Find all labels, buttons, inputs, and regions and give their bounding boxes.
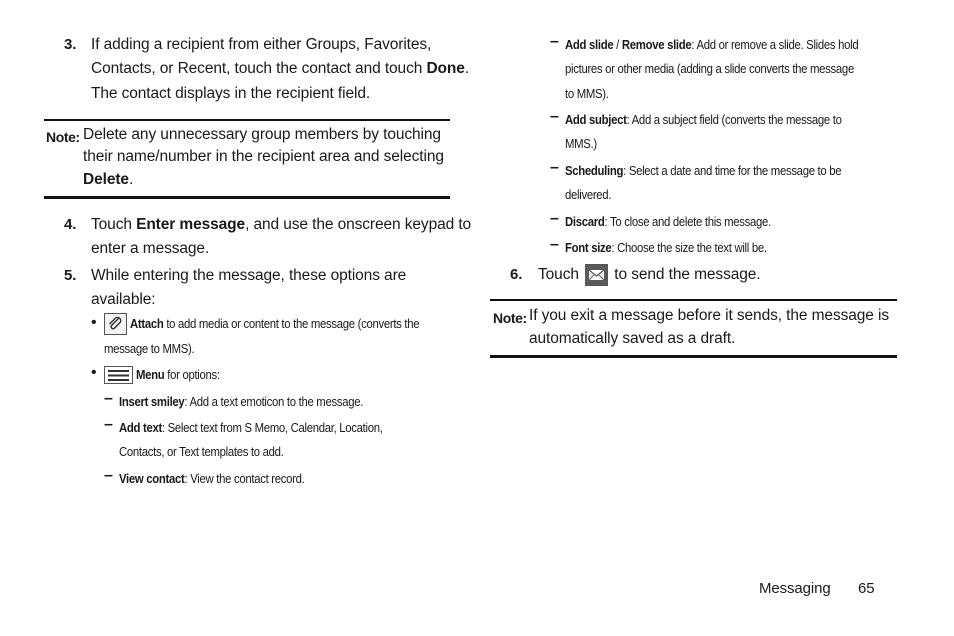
note-1-bottom-rule — [44, 196, 450, 199]
add-text-text: : Select text from S Memo, Calendar, Location, — [161, 420, 383, 435]
step-6-end: to send the message. — [610, 266, 761, 283]
attach-line-2: message to MMS). — [104, 341, 195, 356]
add-slide-label: Add slide — [565, 37, 614, 52]
note-2-line-2: automatically saved as a draft. — [529, 330, 736, 347]
option-dash: – — [550, 236, 559, 253]
option-add-slide-line-3: to MMS). — [565, 86, 609, 101]
option-discard — [565, 210, 771, 235]
attach-bullet: • — [91, 314, 97, 331]
step-6-number: 6. — [510, 266, 523, 283]
insert-smiley-label: Insert smiley — [119, 394, 185, 409]
paperclip-icon — [104, 313, 127, 335]
option-add-text — [119, 416, 383, 441]
attach-label: Attach — [130, 316, 164, 331]
step-5-number: 5. — [64, 267, 77, 284]
add-subject-text: : Add a subject field (converts the message to — [626, 112, 842, 127]
attach-text: to add media or content to the message (converts the — [163, 316, 420, 331]
remove-slide-label: Remove slide — [621, 37, 692, 52]
view-contact-label: View contact — [119, 471, 185, 486]
attach-line-1 — [130, 312, 419, 337]
step-3-line-3: The contact displays in the recipient field. — [91, 85, 371, 102]
done-label: Done — [426, 60, 465, 77]
step-4-line-1 — [91, 213, 471, 238]
enter-message-label: Enter message — [136, 216, 246, 233]
option-scheduling-line-2: delivered. — [565, 187, 612, 202]
option-scheduling — [565, 159, 841, 184]
option-dash: – — [550, 33, 559, 50]
step-4-line-2: enter a message. — [91, 240, 210, 257]
delete-label: Delete — [83, 171, 129, 188]
view-contact-text: : View the contact record. — [184, 471, 305, 486]
option-add-slide — [565, 33, 858, 58]
slide-separator: / — [613, 37, 622, 52]
option-view-contact — [119, 467, 304, 492]
menu-text: for options: — [164, 367, 220, 382]
note-1-label: Note: — [46, 129, 80, 145]
menu-line — [136, 363, 220, 388]
note-2-label: Note: — [493, 310, 527, 326]
add-subject-label: Add subject — [565, 112, 627, 127]
option-add-text-line-2: Contacts, or Text templates to add. — [119, 444, 284, 459]
menu-bullet: • — [91, 364, 97, 381]
discard-text: : To close and delete this message. — [604, 214, 771, 229]
option-add-slide-line-2: pictures or other media (adding a slide converts the message — [565, 61, 854, 76]
step-5-line-2: available: — [91, 291, 156, 308]
insert-smiley-text: : Add a text emoticon to the message. — [184, 394, 364, 409]
note-1-line-2: their name/number in the recipient area and selecting — [83, 148, 444, 165]
option-dash: – — [550, 108, 559, 125]
step-5-line-1: While entering the message, these options are — [91, 267, 407, 284]
option-add-subject-line-2: MMS.) — [565, 136, 597, 151]
option-dash: – — [104, 416, 113, 433]
footer-section-name: Messaging — [759, 580, 831, 597]
option-dash: – — [104, 390, 113, 407]
font-size-text: : Choose the size the text will be. — [611, 240, 767, 255]
scheduling-label: Scheduling — [565, 163, 624, 178]
note-2-bottom-rule — [490, 355, 897, 358]
footer-page-number: 65 — [858, 580, 875, 597]
note-1-line-1: Delete any unnecessary group members by touching — [83, 126, 441, 143]
note-1-line-3 — [83, 169, 133, 191]
scheduling-text: : Select a date and time for the message to be — [623, 163, 842, 178]
step-6-line — [538, 263, 761, 288]
step-3-line-2-end: . — [464, 60, 470, 77]
step-3-line-2-text: Contacts, or Recent, touch the contact and touch — [91, 60, 427, 77]
note-2-line-1: If you exit a message before it sends, the message is — [529, 307, 890, 324]
discard-label: Discard — [565, 214, 605, 229]
note-1-line-3-end: . — [128, 171, 134, 188]
note-2-top-rule — [490, 299, 897, 301]
font-size-label: Font size — [565, 240, 612, 255]
option-dash: – — [104, 467, 113, 484]
option-dash: – — [550, 210, 559, 227]
menu-label: Menu — [136, 367, 165, 382]
step-4-line-1-text: Touch — [91, 216, 137, 233]
option-add-subject — [565, 108, 842, 133]
step-6-text: Touch — [538, 266, 584, 283]
step-3-line-2 — [91, 57, 469, 82]
step-4-line-1-end: , and use the onscreen keypad to — [245, 216, 472, 233]
option-font-size — [565, 236, 767, 261]
option-dash: – — [550, 159, 559, 176]
step-3-line-1: If adding a recipient from either Groups, Favorites, — [91, 36, 432, 53]
add-slide-text: : Add or remove a slide. Slides hold — [691, 37, 859, 52]
option-insert-smiley — [119, 390, 363, 415]
step-3-number: 3. — [64, 36, 77, 53]
send-message-icon — [585, 264, 608, 286]
add-text-label: Add text — [119, 420, 162, 435]
menu-icon — [104, 366, 133, 384]
step-4-number: 4. — [64, 216, 77, 233]
note-1-top-rule — [44, 119, 450, 121]
